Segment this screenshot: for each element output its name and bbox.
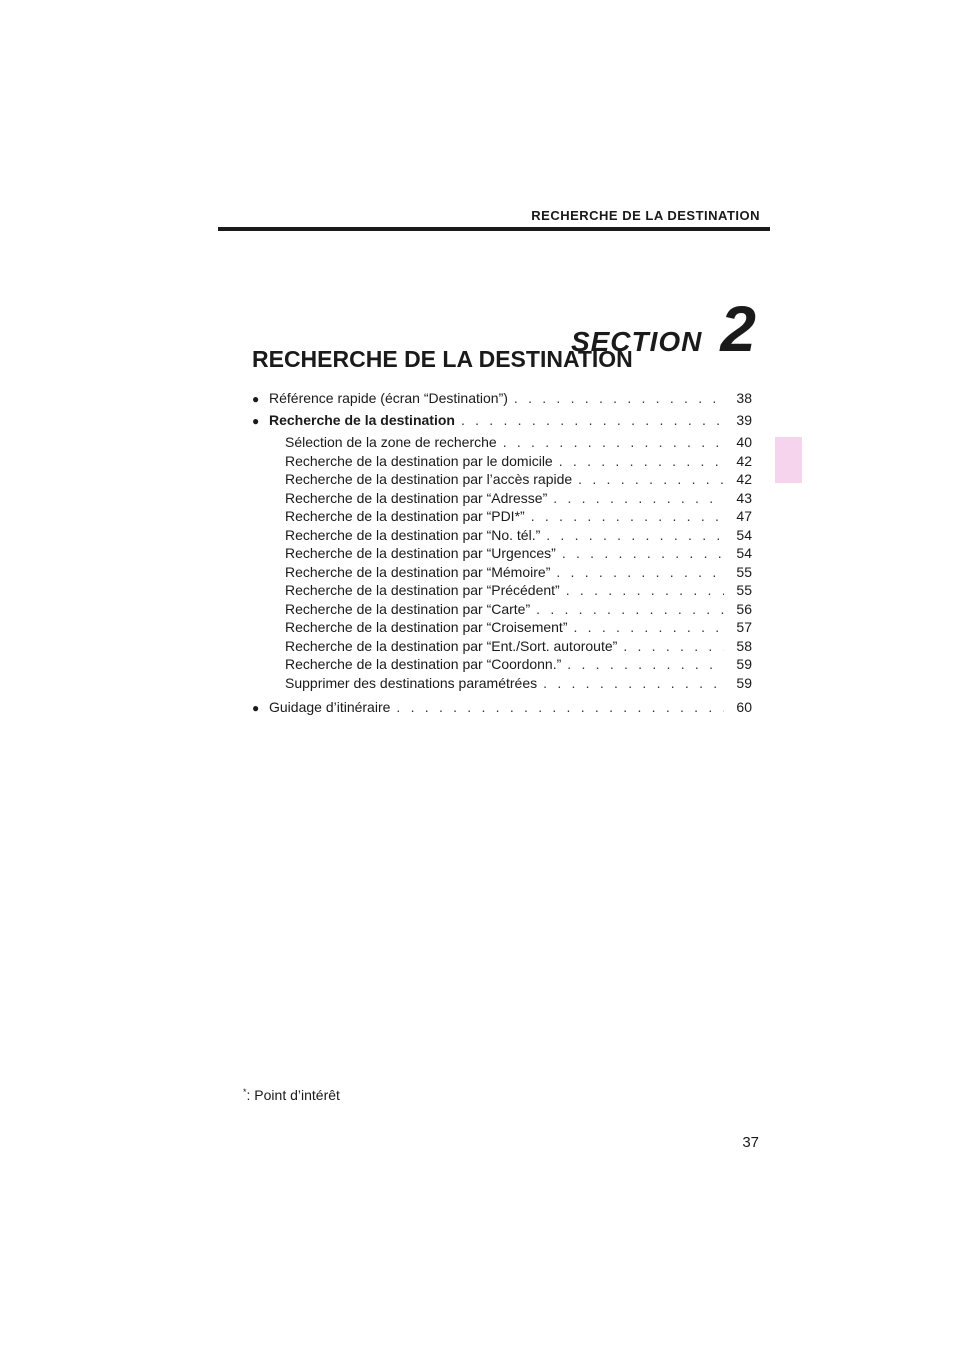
- toc-subentry[interactable]: [252, 545, 752, 564]
- toc-label: Recherche de la destination par “No. tél.”: [285, 526, 541, 543]
- leader-dots: [573, 619, 724, 635]
- section-side-tab: [775, 437, 802, 483]
- toc-label: Recherche de la destination par l’accès rapide: [285, 471, 573, 487]
- toc-entry[interactable]: [252, 412, 752, 434]
- toc-label: Recherche de la destination par “Mémoire”: [285, 563, 551, 580]
- toc-page-number: 39: [736, 412, 752, 428]
- footnote-text: : Point d’intérêt: [246, 1087, 340, 1103]
- toc-label: Sélection de la zone de recherche: [285, 434, 497, 450]
- toc-label: Recherche de la destination par “Précédent”: [285, 582, 560, 598]
- header-rule: [218, 227, 770, 231]
- leader-dots: [559, 453, 724, 469]
- leader-dots: [578, 471, 724, 487]
- toc-entry[interactable]: [252, 390, 752, 412]
- leader-dots: [556, 564, 724, 580]
- toc-label: Recherche de la destination par “Ent./Sort. autoroute”: [285, 637, 618, 654]
- toc-label: Recherche de la destination par “Carte”: [285, 600, 531, 617]
- section-title: RECHERCHE DE LA DESTINATION: [252, 346, 633, 372]
- toc-page-number: 55: [736, 582, 752, 598]
- toc-page-number: 54: [736, 526, 752, 543]
- toc-page-number: 42: [736, 471, 752, 487]
- toc-label: Recherche de la destination par le domicile: [285, 452, 553, 469]
- table-of-contents: [252, 390, 752, 721]
- toc-page-number: 47: [736, 508, 752, 524]
- bullet-icon: ●: [252, 392, 260, 406]
- toc-label: Guidage d’itinéraire: [269, 699, 391, 715]
- toc-label: Recherche de la destination par “PDI*”: [285, 508, 525, 524]
- toc-subentry[interactable]: [252, 471, 752, 490]
- leader-dots: [546, 527, 724, 543]
- toc-subentry[interactable]: [252, 619, 752, 638]
- toc-subentry[interactable]: [252, 582, 752, 601]
- leader-dots: [514, 390, 724, 406]
- toc-subentry[interactable]: [252, 453, 752, 472]
- leader-dots: [623, 638, 724, 654]
- running-header: RECHERCHE DE LA DESTINATION: [531, 208, 760, 223]
- bullet-icon: ●: [252, 414, 260, 428]
- toc-page-number: 57: [736, 619, 752, 635]
- toc-page-number: 43: [736, 489, 752, 506]
- toc-subentry[interactable]: [252, 508, 752, 527]
- toc-label: Référence rapide (écran “Destination”): [269, 390, 508, 406]
- section-word: SECTION: [570, 326, 703, 357]
- footnote: [243, 1087, 340, 1103]
- toc-subentry[interactable]: [252, 638, 752, 657]
- leader-dots: [536, 601, 724, 617]
- leader-dots: [553, 490, 724, 506]
- toc-entry[interactable]: [252, 699, 752, 721]
- leader-dots: [562, 545, 724, 561]
- toc-page-number: 55: [736, 563, 752, 580]
- toc-page-number: 40: [736, 434, 752, 450]
- toc-page-number: 38: [736, 390, 752, 406]
- footnote-mark: *: [243, 1087, 247, 1097]
- toc-page-number: 58: [736, 637, 752, 654]
- toc-label: Recherche de la destination par “Adresse”: [285, 489, 548, 506]
- section-number: 2: [720, 293, 756, 365]
- toc-subentry[interactable]: [252, 675, 752, 694]
- toc-subentry[interactable]: [252, 656, 752, 675]
- toc-label: Recherche de la destination par “Urgences”: [285, 545, 556, 561]
- toc-page-number: 59: [736, 674, 752, 691]
- toc-subentry[interactable]: [252, 601, 752, 620]
- toc-page-number: 42: [736, 452, 752, 469]
- toc-label: Supprimer des destinations paramétrées: [285, 674, 538, 691]
- leader-dots: [503, 434, 724, 450]
- toc-page-number: 60: [736, 699, 752, 715]
- toc-label: Recherche de la destination par “Croisement”: [285, 619, 568, 635]
- page-number: 37: [742, 1134, 759, 1151]
- toc-subentry[interactable]: [252, 527, 752, 546]
- leader-dots: [566, 582, 724, 598]
- leader-dots: [396, 699, 724, 715]
- toc-page-number: 56: [736, 600, 752, 617]
- leader-dots: [543, 675, 724, 691]
- toc-label: Recherche de la destination par “Coordonn.”: [285, 656, 562, 672]
- leader-dots: [531, 508, 724, 524]
- bullet-icon: ●: [252, 701, 260, 715]
- toc-subentry[interactable]: [252, 434, 752, 453]
- toc-subentry[interactable]: [252, 564, 752, 583]
- leader-dots: [567, 656, 724, 672]
- toc-page-number: 59: [736, 656, 752, 672]
- leader-dots: [461, 412, 724, 428]
- toc-label: Recherche de la destination: [269, 412, 455, 428]
- toc-subentry[interactable]: [252, 490, 752, 509]
- toc-page-number: 54: [736, 545, 752, 561]
